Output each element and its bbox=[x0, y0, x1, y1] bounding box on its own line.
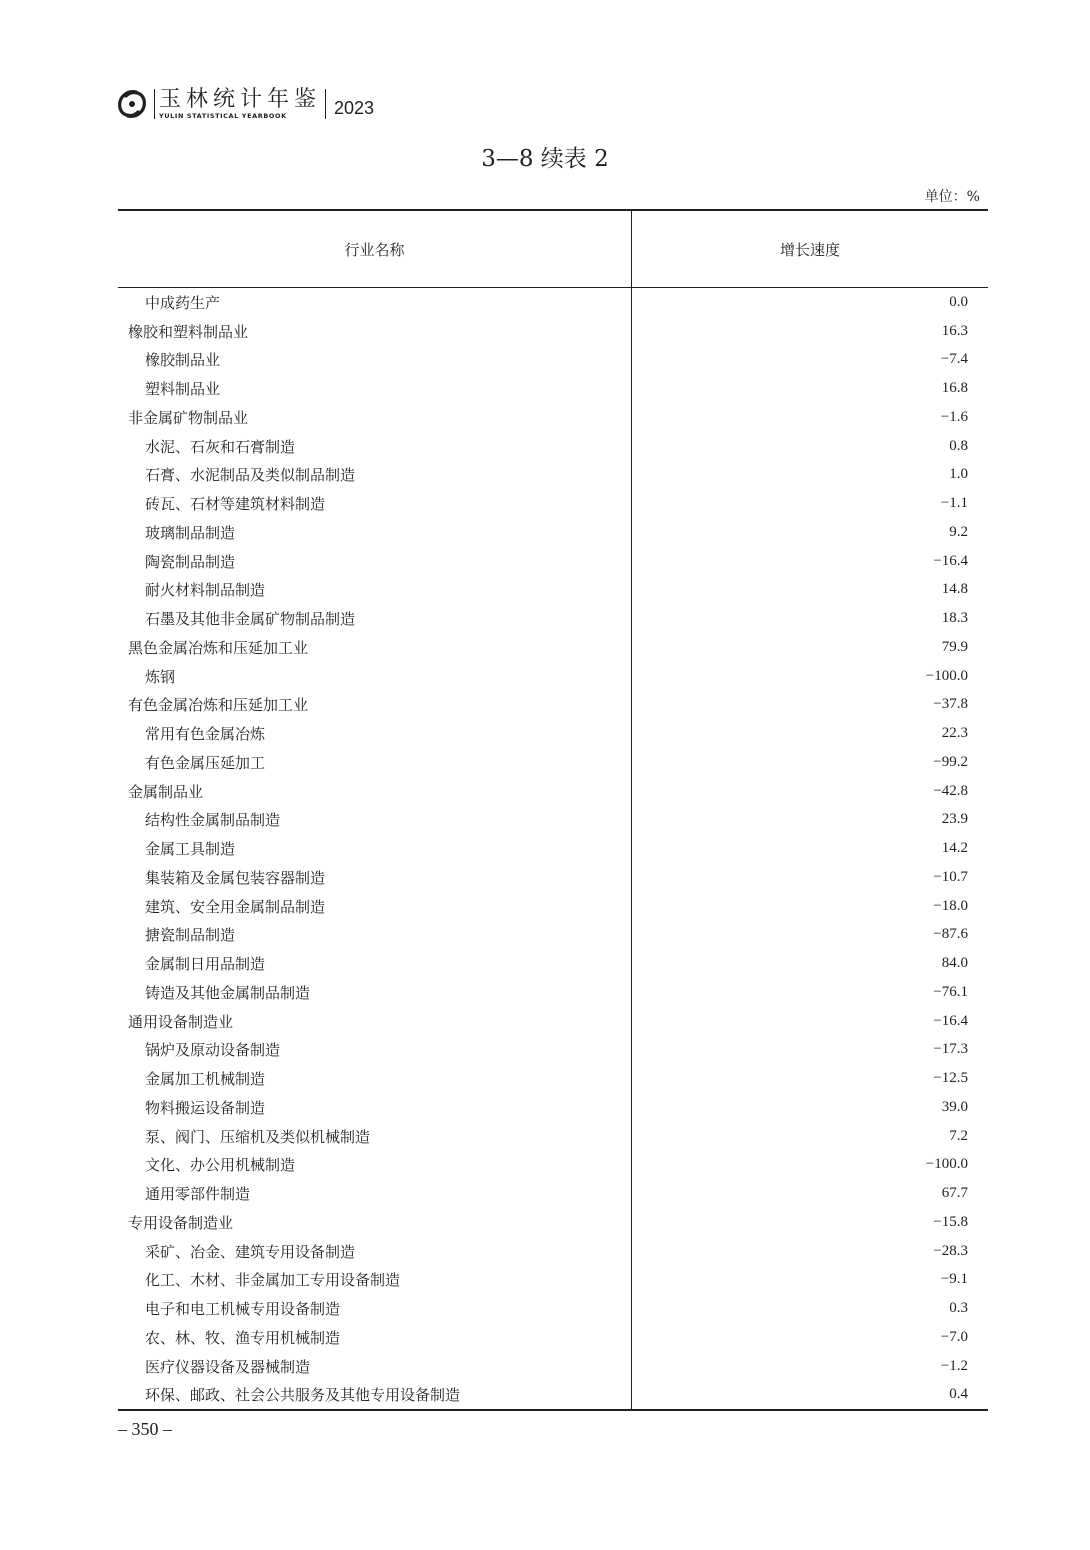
industry-name-cell: 水泥、石灰和石膏制造 bbox=[145, 437, 296, 456]
brand-year: 2023 bbox=[334, 97, 375, 118]
growth-rate-cell: −7.4 bbox=[940, 351, 968, 368]
table-row bbox=[118, 604, 988, 633]
industry-name-cell: 医疗仪器设备及器械制造 bbox=[145, 1357, 311, 1376]
table-row bbox=[118, 1352, 988, 1381]
growth-rate-cell: 0.3 bbox=[949, 1300, 968, 1317]
table-row bbox=[118, 949, 988, 978]
industry-name-cell: 非金属矿物制品业 bbox=[128, 408, 249, 427]
growth-rate-cell: 0.8 bbox=[949, 437, 968, 454]
industry-name-cell: 金属制日用品制造 bbox=[145, 955, 266, 974]
industry-name-cell: 化工、木材、非金属加工专用设备制造 bbox=[145, 1271, 401, 1290]
industry-name-cell: 金属制品业 bbox=[128, 782, 204, 801]
industry-name-cell: 陶瓷制品制造 bbox=[145, 552, 236, 571]
table-row bbox=[118, 719, 988, 748]
table-row bbox=[118, 978, 988, 1007]
growth-rate-cell: −16.4 bbox=[933, 552, 968, 569]
growth-rate-cell: 14.2 bbox=[941, 840, 968, 857]
page-number: – 350 – bbox=[118, 1419, 172, 1439]
growth-rate-cell: −1.2 bbox=[940, 1357, 968, 1374]
growth-rate-cell: 79.9 bbox=[941, 638, 968, 655]
table-row bbox=[118, 1151, 988, 1180]
yearbook-logo-icon bbox=[114, 86, 150, 122]
growth-rate-cell: −87.6 bbox=[933, 926, 968, 943]
table-row bbox=[118, 547, 988, 576]
column-header-growth: 增长速度 bbox=[779, 240, 840, 259]
table-row bbox=[118, 1237, 988, 1266]
growth-rate-cell: 0.0 bbox=[949, 293, 968, 310]
header-divider-2 bbox=[325, 89, 326, 119]
table-row bbox=[118, 317, 988, 346]
brand-block bbox=[159, 88, 321, 121]
industry-name-cell: 塑料制品业 bbox=[145, 380, 221, 399]
column-header-industry: 行业名称 bbox=[118, 211, 632, 287]
growth-rate-cell: −7.0 bbox=[940, 1328, 968, 1345]
table-row bbox=[118, 1064, 988, 1093]
industry-name-cell: 物料搬运设备制造 bbox=[145, 1098, 266, 1117]
growth-rate-cell: −16.4 bbox=[933, 1012, 968, 1029]
industry-name-cell: 炼钢 bbox=[145, 667, 176, 686]
growth-rate-cell: −37.8 bbox=[933, 696, 968, 713]
industry-name-cell: 常用有色金属冶炼 bbox=[145, 725, 266, 744]
growth-rate-cell: 84.0 bbox=[941, 955, 968, 972]
industry-name-cell: 金属加工机械制造 bbox=[145, 1070, 266, 1089]
table-row bbox=[118, 1381, 988, 1410]
growth-rate-cell: −1.1 bbox=[940, 495, 968, 512]
growth-rate-cell: −15.8 bbox=[933, 1213, 968, 1230]
table-row bbox=[118, 806, 988, 835]
table-row bbox=[118, 461, 988, 490]
header-divider bbox=[154, 89, 155, 119]
table-row bbox=[118, 1294, 988, 1323]
industry-name-cell: 集装箱及金属包装容器制造 bbox=[145, 868, 326, 887]
industry-name-cell: 环保、邮政、社会公共服务及其他专用设备制造 bbox=[145, 1386, 461, 1405]
growth-rate-cell: 1.0 bbox=[949, 466, 968, 483]
industry-name-cell: 采矿、冶金、建筑专用设备制造 bbox=[145, 1242, 356, 1261]
table-row bbox=[118, 1036, 988, 1065]
table-row bbox=[118, 489, 988, 518]
brand-title-cn: 玉林统计年鉴 bbox=[159, 86, 322, 112]
growth-rate-cell: 0.4 bbox=[949, 1386, 968, 1403]
table-row bbox=[118, 432, 988, 461]
industry-name-cell: 橡胶和塑料制品业 bbox=[128, 322, 249, 341]
industry-name-cell: 石墨及其他非金属矿物制品制造 bbox=[145, 610, 356, 629]
table-row bbox=[118, 863, 988, 892]
industry-name-cell: 通用设备制造业 bbox=[128, 1012, 234, 1031]
industry-name-cell: 电子和电工机械专用设备制造 bbox=[145, 1300, 341, 1319]
industry-name-cell: 耐火材料制品制造 bbox=[145, 581, 266, 600]
table-row bbox=[118, 403, 988, 432]
table-row bbox=[118, 662, 988, 691]
table-bottom-rule bbox=[118, 1409, 988, 1411]
growth-rate-cell: −10.7 bbox=[933, 868, 968, 885]
industry-name-cell: 锅炉及原动设备制造 bbox=[145, 1041, 281, 1060]
growth-rate-cell: 22.3 bbox=[941, 725, 968, 742]
growth-rate-cell: 14.8 bbox=[941, 581, 968, 598]
table-row bbox=[118, 1007, 988, 1036]
growth-rate-cell: −17.3 bbox=[933, 1041, 968, 1058]
growth-rate-cell: 39.0 bbox=[941, 1098, 968, 1115]
industry-name-cell: 黑色金属冶炼和压延加工业 bbox=[128, 638, 309, 657]
table-row bbox=[118, 346, 988, 375]
industry-name-cell: 金属工具制造 bbox=[145, 840, 236, 859]
table-row bbox=[118, 288, 988, 317]
growth-rate-cell: 18.3 bbox=[941, 610, 968, 627]
growth-rate-cell: −1.6 bbox=[940, 408, 968, 425]
table-title: 3—8 续表 2 bbox=[481, 146, 609, 172]
industry-name-cell: 搪瓷制品制造 bbox=[145, 926, 236, 945]
table-row bbox=[118, 748, 988, 777]
growth-rate-cell: −42.8 bbox=[933, 782, 968, 799]
growth-rate-cell: −28.3 bbox=[933, 1242, 968, 1259]
table-row bbox=[118, 576, 988, 605]
industry-name-cell: 铸造及其他金属制品制造 bbox=[145, 983, 311, 1002]
unit-label: 单位：% bbox=[924, 189, 980, 205]
table-row bbox=[118, 892, 988, 921]
growth-rate-cell: 23.9 bbox=[941, 811, 968, 828]
table-row bbox=[118, 777, 988, 806]
growth-rate-cell: −12.5 bbox=[933, 1070, 968, 1087]
growth-rate-cell: −9.1 bbox=[940, 1271, 968, 1288]
industry-name-cell: 橡胶制品业 bbox=[145, 351, 221, 370]
industry-name-cell: 建筑、安全用金属制品制造 bbox=[145, 897, 326, 916]
table-row bbox=[118, 691, 988, 720]
industry-name-cell: 通用零部件制造 bbox=[145, 1185, 251, 1204]
table-header bbox=[118, 211, 988, 288]
table-row bbox=[118, 1266, 988, 1295]
industry-name-cell: 结构性金属制品制造 bbox=[145, 811, 281, 830]
growth-rate-cell: −76.1 bbox=[933, 983, 968, 1000]
growth-rate-cell: 7.2 bbox=[949, 1127, 968, 1144]
table-row bbox=[118, 834, 988, 863]
brand-title-en: YULIN STATISTICAL YEARBOOK bbox=[159, 111, 287, 120]
growth-rate-cell: 9.2 bbox=[949, 523, 968, 540]
growth-rate-cell: −100.0 bbox=[925, 667, 968, 684]
industry-name-cell: 有色金属冶炼和压延加工业 bbox=[128, 696, 309, 715]
growth-rate-cell: 16.8 bbox=[941, 380, 968, 397]
table-row bbox=[118, 518, 988, 547]
industry-name-cell: 砖瓦、石材等建筑材料制造 bbox=[145, 495, 326, 514]
industry-name-cell: 玻璃制品制造 bbox=[145, 523, 236, 542]
table-row bbox=[118, 1323, 988, 1352]
industry-name-cell: 专用设备制造业 bbox=[128, 1213, 234, 1232]
table-row bbox=[118, 1179, 988, 1208]
data-table bbox=[118, 209, 988, 1411]
industry-name-cell: 有色金属压延加工 bbox=[145, 753, 266, 772]
table-row bbox=[118, 1093, 988, 1122]
table-row bbox=[118, 633, 988, 662]
growth-rate-cell: −18.0 bbox=[933, 897, 968, 914]
industry-name-cell: 石膏、水泥制品及类似制品制造 bbox=[145, 466, 356, 485]
table-body bbox=[118, 288, 988, 1409]
industry-name-cell: 中成药生产 bbox=[145, 293, 221, 312]
yearbook-header bbox=[114, 84, 374, 124]
industry-name-cell: 文化、办公用机械制造 bbox=[145, 1156, 296, 1175]
table-row bbox=[118, 374, 988, 403]
growth-rate-cell: 67.7 bbox=[941, 1185, 968, 1202]
growth-rate-cell: −99.2 bbox=[933, 753, 968, 770]
table-row bbox=[118, 1122, 988, 1151]
growth-rate-cell: 16.3 bbox=[941, 322, 968, 339]
industry-name-cell: 农、林、牧、渔专用机械制造 bbox=[145, 1328, 341, 1347]
industry-name-cell: 泵、阀门、压缩机及类似机械制造 bbox=[145, 1127, 371, 1146]
table-row bbox=[118, 1208, 988, 1237]
table-row bbox=[118, 921, 988, 950]
growth-rate-cell: −100.0 bbox=[925, 1156, 968, 1173]
